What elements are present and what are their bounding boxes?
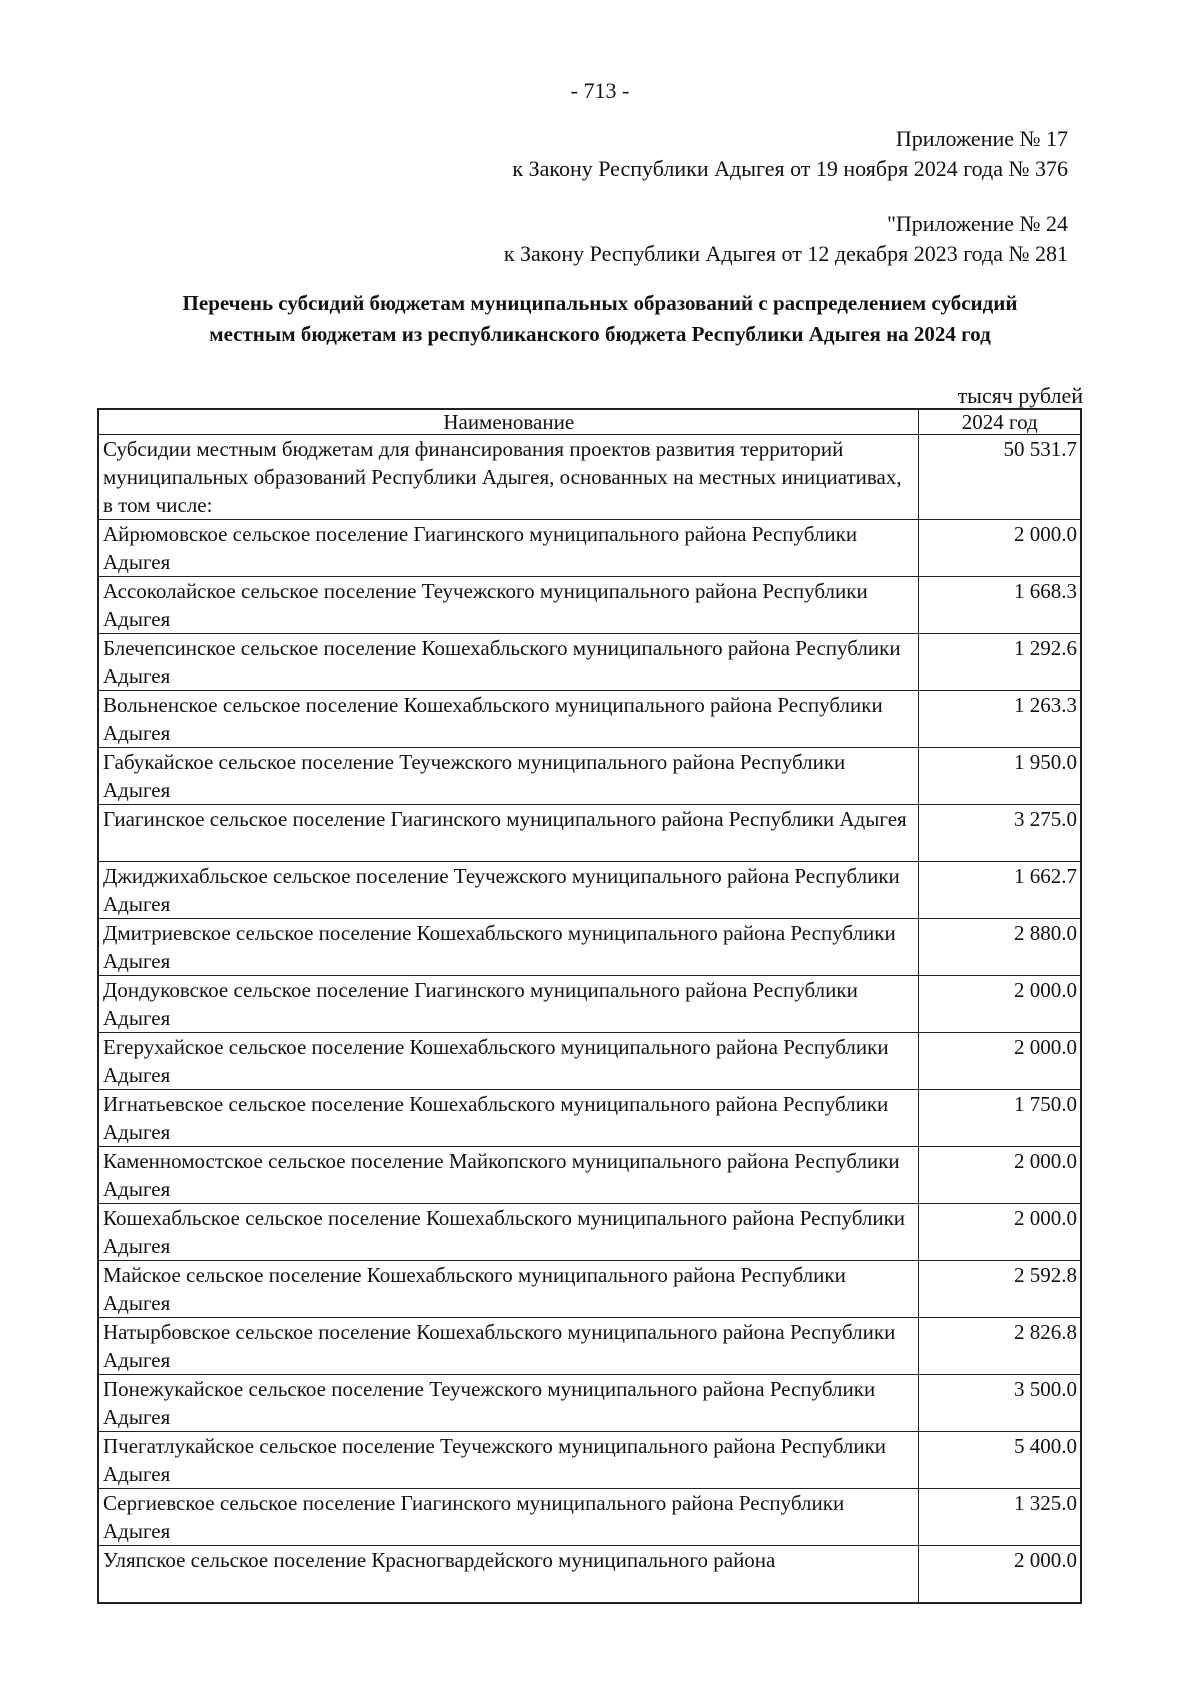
row-value-cell: 1 325.0 [918, 1489, 1081, 1546]
row-value-cell: 3 275.0 [918, 805, 1081, 862]
appendix-original-reference [504, 209, 1068, 269]
row-name-cell: Джиджихабльское сельское поселение Теучежского муниципального района Республики Адыгея [98, 862, 918, 919]
table-row [98, 1375, 1081, 1432]
appendix-current-law: к Закону Республики Адыгея от 19 ноября 2024 года № 376 [512, 156, 1068, 181]
page-number: - 713 - [570, 78, 630, 103]
table-row [98, 1204, 1081, 1261]
appendix-original-number: "Приложение № 24 [886, 211, 1068, 236]
row-value-cell: 1 662.7 [918, 862, 1081, 919]
row-value-cell: 2 000.0 [918, 976, 1081, 1033]
table-row [98, 520, 1081, 577]
table-row [98, 691, 1081, 748]
column-header-year: 2024 год [918, 409, 1081, 435]
row-value-cell: 2 880.0 [918, 919, 1081, 976]
row-name-cell: Понежукайское сельское поселение Теучежского муниципального района Республики Адыгея [98, 1375, 918, 1432]
table-row [98, 1432, 1081, 1489]
appendix-current-reference [512, 124, 1068, 184]
row-name-cell: Пчегатлукайское сельское поселение Теучежского муниципального района Республики Адыгея [98, 1432, 918, 1489]
table-row [98, 862, 1081, 919]
row-name-cell: Натырбовское сельское поселение Кошехабльского муниципального района Республики Адыгея [98, 1318, 918, 1375]
row-name-cell: Уляпское сельское поселение Красногвардейского муниципального района [98, 1546, 918, 1604]
row-name-cell: Вольненское сельское поселение Кошехабльского муниципального района Республики Адыгея [98, 691, 918, 748]
table-row [98, 634, 1081, 691]
row-value-cell: 1 750.0 [918, 1090, 1081, 1147]
document-title [60, 288, 1140, 350]
row-name-cell: Егерухайское сельское поселение Кошехабльского муниципального района Республики Адыгея [98, 1033, 918, 1090]
document-title-line-1: Перечень субсидий бюджетам муниципальных образований с распределением субсидий [182, 291, 1018, 315]
table-row [98, 805, 1081, 862]
row-name-cell: Майское сельское поселение Кошехабльского муниципального района Республики Адыгея [98, 1261, 918, 1318]
table-row [98, 1261, 1081, 1318]
row-value-cell: 2 592.8 [918, 1261, 1081, 1318]
table-row [98, 919, 1081, 976]
row-name-cell: Блечепсинское сельское поселение Кошехабльского муниципального района Республики Адыгея [98, 634, 918, 691]
row-value-cell: 1 950.0 [918, 748, 1081, 805]
table-row [98, 1546, 1081, 1604]
row-name-cell: Дмитриевское сельское поселение Кошехабльского муниципального района Республики Адыгея [98, 919, 918, 976]
row-value-cell: 1 263.3 [918, 691, 1081, 748]
table-row [98, 748, 1081, 805]
row-name-cell: Сергиевское сельское поселение Гиагинского муниципального района Республики Адыгея [98, 1489, 918, 1546]
row-name-cell: Игнатьевское сельское поселение Кошехабльского муниципального района Республики Адыгея [98, 1090, 918, 1147]
appendix-original-law: к Закону Республики Адыгея от 12 декабря 2023 года № 281 [503, 241, 1068, 266]
table-row [98, 1489, 1081, 1546]
table-row [98, 1033, 1081, 1090]
row-name-cell: Айрюмовское сельское поселение Гиагинского муниципального района Республики Адыгея [98, 520, 918, 577]
document-title-line-2: местным бюджетам из республиканского бюджета Республики Адыгея на 2024 год [209, 322, 991, 346]
table-body [98, 435, 1081, 1604]
row-value-cell: 2 000.0 [918, 520, 1081, 577]
row-name-cell: Дондуковское сельское поселение Гиагинского муниципального района Республики Адыгея [98, 976, 918, 1033]
table-row [98, 1090, 1081, 1147]
row-name-cell: Ассоколайское сельское поселение Теучежского муниципального района Республики Адыгея [98, 577, 918, 634]
row-value-cell: 1 292.6 [918, 634, 1081, 691]
subsidies-table-container [97, 408, 1080, 1604]
row-name-cell: Гиагинское сельское поселение Гиагинского муниципального района Республики Адыгея [98, 805, 918, 862]
row-value-cell: 2 826.8 [918, 1318, 1081, 1375]
table-row [98, 976, 1081, 1033]
column-header-name: Наименование [98, 409, 918, 435]
appendix-current-number: Приложение № 17 [895, 126, 1068, 151]
table-row-total [98, 435, 1081, 520]
row-value-cell: 2 000.0 [918, 1204, 1081, 1261]
table-header-row [98, 409, 1081, 435]
row-value-cell: 5 400.0 [918, 1432, 1081, 1489]
row-name-cell: Габукайское сельское поселение Теучежского муниципального района Республики Адыгея [98, 748, 918, 805]
row-value-cell: 3 500.0 [918, 1375, 1081, 1432]
row-value-cell: 2 000.0 [918, 1546, 1081, 1604]
table-row [98, 1147, 1081, 1204]
row-name-cell: Кошехабльское сельское поселение Кошехабльского муниципального района Республики Адыгея [98, 1204, 918, 1261]
row-name-cell: Каменномостское сельское поселение Майкопского муниципального района Республики Адыгея [98, 1147, 918, 1204]
units-label: тысяч рублей [957, 383, 1083, 408]
row-value-cell: 2 000.0 [918, 1033, 1081, 1090]
row-value-cell: 50 531.7 [918, 435, 1081, 520]
row-value-cell: 1 668.3 [918, 577, 1081, 634]
table-row [98, 1318, 1081, 1375]
subsidies-table [97, 408, 1082, 1604]
table-row [98, 577, 1081, 634]
row-value-cell: 2 000.0 [918, 1147, 1081, 1204]
row-name-cell: Субсидии местным бюджетам для финансирования проектов развития территорий муниципальных образований Республики Адыгея, основанных на местных инициативах, в том числе: [98, 435, 918, 520]
